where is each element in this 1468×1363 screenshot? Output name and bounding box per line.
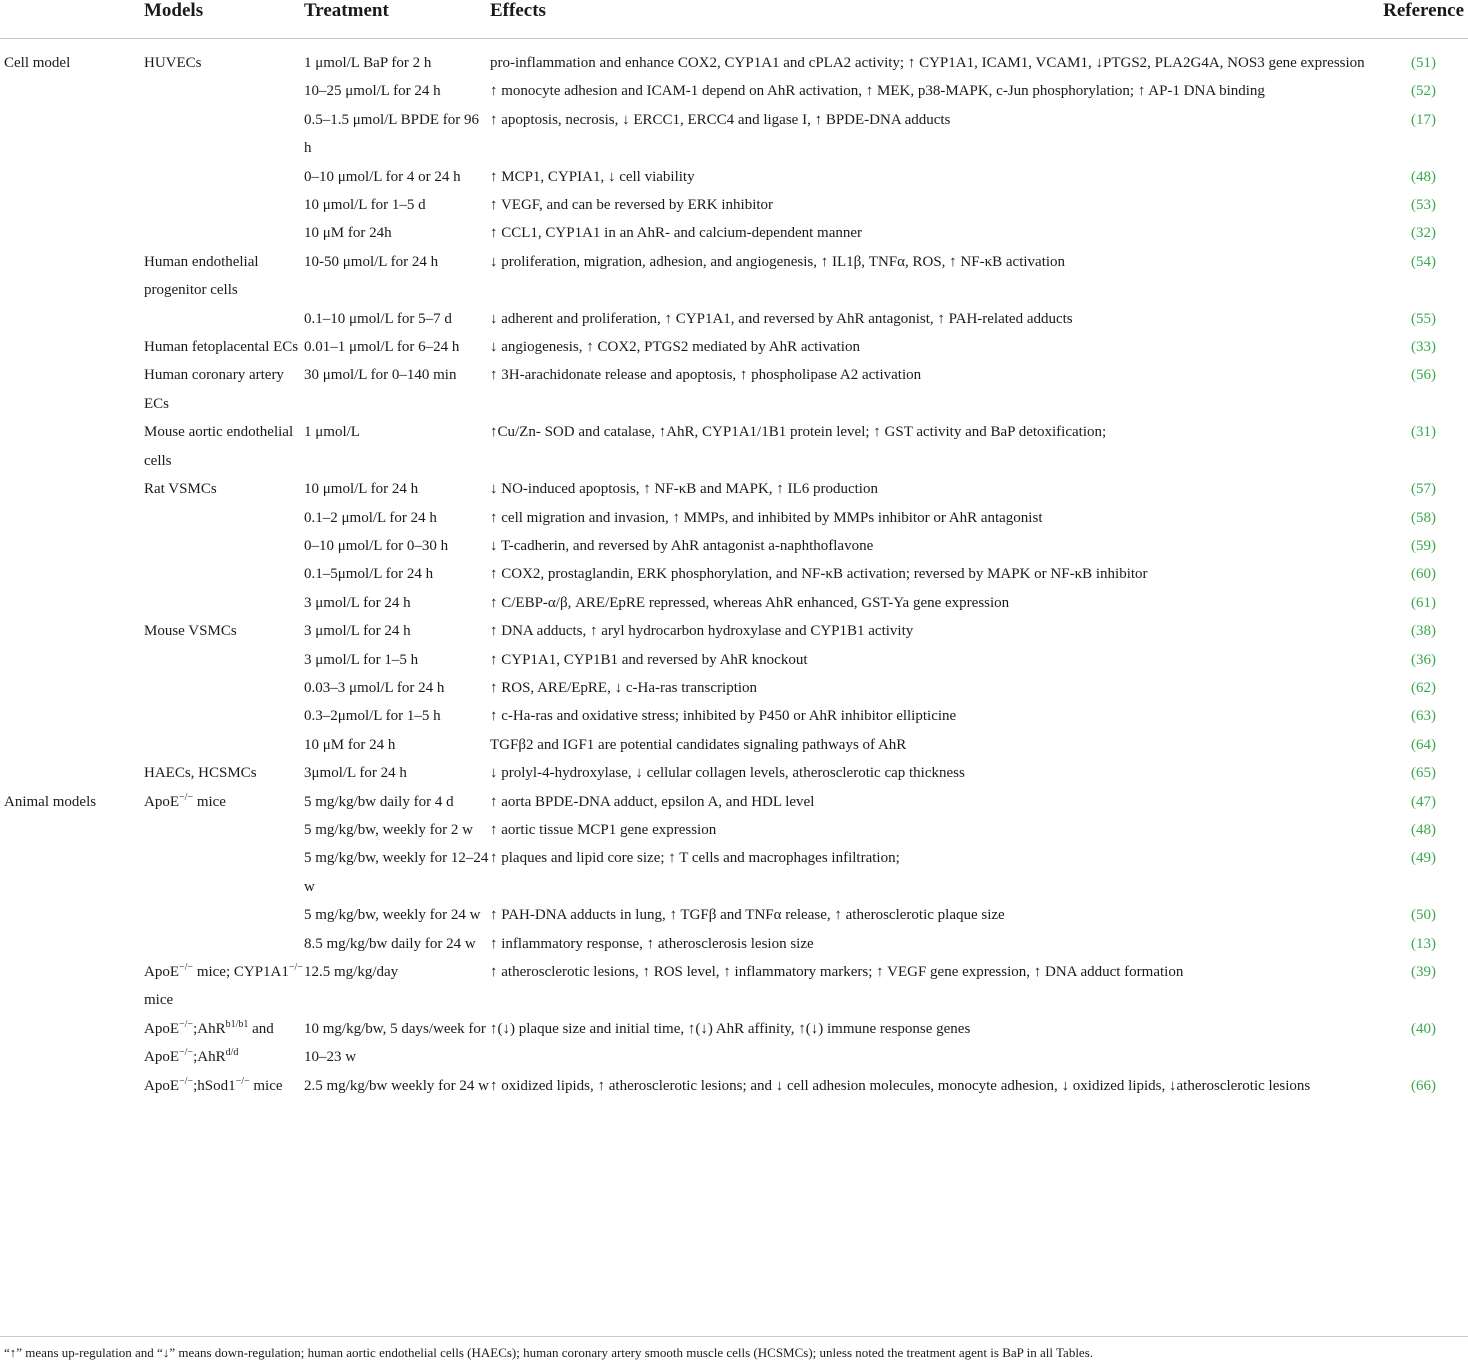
- cell-effects: ↑ MCP1, CYPIA1, ↓ cell viability: [490, 168, 695, 185]
- table-row: [0, 77, 1468, 105]
- cell-effects: ↑ aorta BPDE-DNA adduct, epsilon A, and HDL level: [490, 793, 815, 810]
- cell-treatment: 8.5 mg/kg/bw daily for 24 w: [304, 935, 476, 952]
- cell-effects: ↑ c-Ha-ras and oxidative stress; inhibited by P450 or AhR inhibitor ellipticine: [490, 708, 957, 725]
- table-row: [0, 305, 1468, 333]
- cell-model: [144, 731, 304, 759]
- cell-category: [0, 617, 144, 645]
- cell-treatment: 0.1–2 μmol/L for 24 h: [304, 509, 437, 526]
- cell-category: [0, 77, 144, 105]
- cell-reference[interactable]: (56): [1411, 367, 1436, 384]
- cell-category: [0, 219, 144, 247]
- cell-effects: ↓ proliferation, migration, adhesion, and angiogenesis, ↑ IL1β, TNFα, ROS, ↑ NF-κB activation: [490, 253, 1066, 270]
- cell-category: [0, 731, 144, 759]
- cell-effects: ↑Cu/Zn- SOD and catalase, ↑AhR, CYP1A1/1B1 protein level; ↑ GST activity and BaP detoxification;: [490, 424, 1107, 441]
- cell-treatment: 10 mg/kg/bw, 5 days/week for 10–23 w: [304, 1020, 486, 1066]
- cell-reference[interactable]: (66): [1411, 1077, 1436, 1094]
- cell-treatment: 0.01–1 μmol/L for 6–24 h: [304, 339, 460, 356]
- table-row: [0, 589, 1468, 617]
- cell-category: [0, 646, 144, 674]
- table-row: [0, 731, 1468, 759]
- cell-category: [0, 163, 144, 191]
- cell-effects: ↓ angiogenesis, ↑ COX2, PTGS2 mediated by AhR activation: [490, 339, 860, 356]
- cell-treatment: 0.3–2μmol/L for 1–5 h: [304, 708, 441, 725]
- table-row: [0, 702, 1468, 730]
- cell-reference[interactable]: (33): [1411, 339, 1436, 356]
- cell-effects: ↓ T-cadherin, and reversed by AhR antagonist a-naphthoflavone: [490, 537, 874, 554]
- cell-treatment: 5 mg/kg/bw, weekly for 12–24 w: [304, 850, 489, 895]
- cell-reference[interactable]: (32): [1411, 225, 1436, 242]
- cell-category: [0, 418, 144, 475]
- cell-category: [0, 759, 144, 787]
- cell-model: [144, 844, 304, 901]
- cell-model: [144, 504, 304, 532]
- cell-reference[interactable]: (47): [1411, 793, 1436, 810]
- cell-reference[interactable]: (60): [1411, 566, 1436, 583]
- cell-reference[interactable]: (36): [1411, 651, 1436, 668]
- table-body: [0, 39, 1468, 1101]
- cell-model: [144, 106, 304, 163]
- table-row: [0, 219, 1468, 247]
- cell-treatment: 0.1–10 μmol/L for 5–7 d: [304, 310, 452, 327]
- table-row: [0, 361, 1468, 418]
- table-row: [0, 844, 1468, 901]
- cell-category: Cell model: [4, 55, 71, 71]
- cell-category: [0, 702, 144, 730]
- cell-category: [0, 1015, 144, 1072]
- cell-effects: ↑ atherosclerotic lesions, ↑ ROS level, ↑ inflammatory markers; ↑ VEGF gene expression, ↑ DNA adduct formation: [490, 964, 1184, 980]
- cell-model: [144, 77, 304, 105]
- cell-treatment: 0–10 μmol/L for 0–30 h: [304, 537, 449, 554]
- cell-category: [0, 1072, 144, 1100]
- header-models: Models: [144, 0, 304, 39]
- table-row: [0, 646, 1468, 674]
- cell-treatment: 3 μmol/L for 24 h: [304, 623, 411, 640]
- cell-effects: ↑ COX2, prostaglandin, ERK phosphorylation, and NF-κB activation; reversed by MAPK or NF-κB inhibitor: [490, 566, 1148, 583]
- cell-treatment: 12.5 mg/kg/day: [304, 964, 399, 980]
- cell-effects: pro-inflammation and enhance COX2, CYP1A1 and cPLA2 activity; ↑ CYP1A1, ICAM1, VCAM1, ↓PTGS2, PLA2G4A, NOS3 gene expression: [490, 55, 1365, 71]
- cell-reference[interactable]: (63): [1411, 708, 1436, 725]
- cell-model: ApoE−/− mice; CYP1A1−/− mice: [144, 962, 303, 1009]
- cell-effects: ↓ adherent and proliferation, ↑ CYP1A1, and reversed by AhR antagonist, ↑ PAH-related adducts: [490, 310, 1073, 327]
- cell-reference[interactable]: (62): [1411, 679, 1436, 696]
- cell-model: [144, 930, 304, 958]
- cell-treatment: 1 μmol/L: [304, 424, 360, 441]
- cell-treatment: 5 mg/kg/bw daily for 4 d: [304, 793, 454, 810]
- cell-model: HAECs, HCSMCs: [144, 765, 257, 782]
- table-row: [0, 1015, 1468, 1072]
- cell-reference[interactable]: (40): [1411, 1020, 1436, 1037]
- cell-category: [0, 333, 144, 361]
- table-row: [0, 788, 1468, 816]
- table-row: [0, 333, 1468, 361]
- table-row: [0, 191, 1468, 219]
- cell-effects: ↑ oxidized lipids, ↑ atherosclerotic lesions; and ↓ cell adhesion molecules, monocyte adhesion, ↓ oxidized lipids, ↓atherosclerotic lesions: [490, 1077, 1311, 1094]
- cell-category: [0, 844, 144, 901]
- table-row: [0, 532, 1468, 560]
- cell-reference[interactable]: (48): [1411, 168, 1436, 185]
- cell-category: [0, 560, 144, 588]
- cell-category: [0, 589, 144, 617]
- cell-model: ApoE−/−;hSod1−/− mice: [144, 1075, 283, 1094]
- cell-reference[interactable]: (55): [1411, 310, 1436, 327]
- cell-model: Human coronary artery ECs: [144, 367, 284, 412]
- cell-effects: ↑ VEGF, and can be reversed by ERK inhibitor: [490, 197, 774, 214]
- cell-model: ApoE−/− mice: [144, 791, 226, 810]
- cell-category: [0, 532, 144, 560]
- header-category: [0, 0, 144, 39]
- cell-treatment: 10 μmol/L for 1–5 d: [304, 197, 426, 214]
- cell-effects: ↑ 3H-arachidonate release and apoptosis, ↑ phospholipase A2 activation: [490, 367, 922, 384]
- cell-treatment: 10–25 μmol/L for 24 h: [304, 83, 441, 100]
- table-row: [0, 560, 1468, 588]
- cell-reference[interactable]: (51): [1411, 55, 1436, 71]
- cell-effects: ↑ cell migration and invasion, ↑ MMPs, and inhibited by MMPs inhibitor or AhR antagonist: [490, 509, 1043, 526]
- cell-model: [144, 901, 304, 929]
- cell-treatment: 5 mg/kg/bw, weekly for 24 w: [304, 907, 481, 924]
- cell-effects: ↑ plaques and lipid core size; ↑ T cells and macrophages infiltration;: [490, 850, 900, 867]
- bottom-rule: [0, 1336, 1468, 1337]
- cell-model: [144, 191, 304, 219]
- cell-reference[interactable]: (49): [1411, 850, 1436, 867]
- table-row: [0, 418, 1468, 475]
- cell-model: [144, 163, 304, 191]
- cell-category: [0, 901, 144, 929]
- cell-category: [0, 361, 144, 418]
- cell-treatment: 0–10 μmol/L for 4 or 24 h: [304, 168, 461, 185]
- cell-category: [0, 248, 144, 305]
- cell-treatment: 10 μM for 24h: [304, 225, 392, 242]
- cell-treatment: 3 μmol/L for 24 h: [304, 594, 411, 611]
- cell-treatment: 2.5 mg/kg/bw weekly for 24 w: [304, 1077, 489, 1094]
- cell-model: Rat VSMCs: [144, 481, 217, 498]
- cell-treatment: 10-50 μmol/L for 24 h: [304, 253, 439, 270]
- cell-reference[interactable]: (59): [1411, 537, 1436, 554]
- cell-model: [144, 674, 304, 702]
- cell-model: HUVECs: [144, 55, 202, 71]
- table-row: [0, 816, 1468, 844]
- cell-effects: ↑ inflammatory response, ↑ atherosclerosis lesion size: [490, 935, 814, 952]
- table-row: [0, 674, 1468, 702]
- cell-treatment: 10 μM for 24 h: [304, 736, 396, 753]
- cell-category: [0, 674, 144, 702]
- cell-reference[interactable]: (38): [1411, 623, 1436, 640]
- cell-reference[interactable]: (53): [1411, 197, 1436, 214]
- cell-treatment: 30 μmol/L for 0–140 min: [304, 367, 457, 384]
- cell-effects: TGFβ2 and IGF1 are potential candidates signaling pathways of AhR: [490, 736, 907, 753]
- cell-reference[interactable]: (57): [1411, 481, 1436, 498]
- cell-effects: ↑ aortic tissue MCP1 gene expression: [490, 821, 717, 838]
- cell-effects: ↑ apoptosis, necrosis, ↓ ERCC1, ERCC4 and ligase I, ↑ BPDE-DNA adducts: [490, 111, 951, 128]
- cell-model: [144, 219, 304, 247]
- cell-category: Animal models: [4, 793, 97, 810]
- cell-category: [0, 106, 144, 163]
- cell-reference[interactable]: (13): [1411, 935, 1436, 952]
- cell-treatment: 3μmol/L for 24 h: [304, 765, 407, 782]
- table-row: [0, 1072, 1468, 1100]
- cell-treatment: 10 μmol/L for 24 h: [304, 481, 419, 498]
- table-row: [0, 759, 1468, 787]
- table-row: [0, 504, 1468, 532]
- cell-model: [144, 532, 304, 560]
- cell-effects: ↑ CCL1, CYP1A1 in an AhR- and calcium-dependent manner: [490, 225, 863, 242]
- table-footnote: “↑” means up-regulation and “↓” means down-regulation; human aortic endothelial cells (HAECs); human coronary artery smooth muscle cells (HCSMCs); unless noted the treatment agent is BaP in all Tables.: [4, 1345, 1094, 1360]
- cell-treatment: 0.1–5μmol/L for 24 h: [304, 566, 434, 583]
- table-row: [0, 163, 1468, 191]
- table-row: [0, 248, 1468, 305]
- cell-reference[interactable]: (31): [1411, 424, 1436, 441]
- cell-model: ApoE−/−;AhR$^{b1/b1}$ and ApoE−/−;AhR$^{d/d}$: [144, 1018, 274, 1066]
- cell-treatment: 0.03–3 μmol/L for 24 h: [304, 679, 445, 696]
- table-row: [0, 930, 1468, 958]
- cell-effects: ↑ C/EBP-α/β, ARE/EpRE repressed, whereas AhR enhanced, GST-Ya gene expression: [490, 594, 1010, 611]
- cell-category: [0, 475, 144, 503]
- cell-category: [0, 816, 144, 844]
- cell-model: [144, 589, 304, 617]
- cell-reference[interactable]: (50): [1411, 907, 1436, 924]
- table-row: [0, 39, 1468, 78]
- table-row: [0, 475, 1468, 503]
- cell-model: Human endothelial progenitor cells: [144, 253, 259, 299]
- table-row: [0, 958, 1468, 1015]
- cell-reference[interactable]: (64): [1411, 736, 1436, 753]
- cell-reference[interactable]: (61): [1411, 594, 1436, 611]
- cell-model: [144, 702, 304, 730]
- cell-category: [0, 958, 144, 1015]
- cell-effects: ↓ prolyl-4-hydroxylase, ↓ cellular collagen levels, atherosclerotic cap thickness: [490, 765, 965, 782]
- header-reference: Reference: [1380, 0, 1468, 39]
- cell-treatment: 5 mg/kg/bw, weekly for 2 w: [304, 821, 473, 838]
- cell-reference[interactable]: (48): [1411, 821, 1436, 838]
- cell-effects: ↑ PAH-DNA adducts in lung, ↑ TGFβ and TNFα release, ↑ atherosclerotic plaque size: [490, 907, 1005, 924]
- header-effects: Effects: [490, 0, 1380, 39]
- cell-model: Mouse aortic endothelial cells: [144, 424, 294, 469]
- cell-model: Human fetoplacental ECs: [144, 339, 299, 356]
- cell-reference[interactable]: (58): [1411, 509, 1436, 526]
- cell-reference[interactable]: (52): [1411, 83, 1436, 100]
- cell-category: [0, 305, 144, 333]
- cell-effects: ↑ ROS, ARE/EpRE, ↓ c-Ha-ras transcription: [490, 679, 758, 696]
- cell-reference[interactable]: (39): [1411, 964, 1436, 980]
- table-row: [0, 106, 1468, 163]
- cell-effects: ↑ CYP1A1, CYP1B1 and reversed by AhR knockout: [490, 651, 808, 668]
- cell-model: [144, 305, 304, 333]
- cell-effects: ↑(↓) plaque size and initial time, ↑(↓) AhR affinity, ↑(↓) immune response genes: [490, 1020, 971, 1037]
- cell-reference[interactable]: (54): [1411, 253, 1436, 270]
- cell-model: [144, 560, 304, 588]
- cell-treatment: 1 μmol/L BaP for 2 h: [304, 55, 432, 71]
- cell-reference[interactable]: (65): [1411, 765, 1436, 782]
- cell-reference[interactable]: (17): [1411, 111, 1436, 128]
- cell-category: [0, 191, 144, 219]
- cell-model: [144, 816, 304, 844]
- cell-category: [0, 504, 144, 532]
- table-row: [0, 617, 1468, 645]
- table-row: [0, 901, 1468, 929]
- cell-model: Mouse VSMCs: [144, 623, 237, 640]
- cell-treatment: 0.5–1.5 μmol/L BPDE for 96 h: [304, 111, 479, 157]
- cell-effects: ↑ DNA adducts, ↑ aryl hydrocarbon hydroxylase and CYP1B1 activity: [490, 623, 914, 640]
- header-row: [0, 0, 1468, 39]
- cell-category: [0, 930, 144, 958]
- cell-model: [144, 646, 304, 674]
- header-treatment: Treatment: [304, 0, 490, 39]
- cell-effects: ↓ NO-induced apoptosis, ↑ NF-κB and MAPK, ↑ IL6 production: [490, 481, 878, 498]
- cell-treatment: 3 μmol/L for 1–5 h: [304, 651, 419, 668]
- cell-effects: ↑ monocyte adhesion and ICAM-1 depend on AhR activation, ↑ MEK, p38-MAPK, c-Jun phosphorylation; ↑ AP-1 DNA binding: [490, 83, 1265, 100]
